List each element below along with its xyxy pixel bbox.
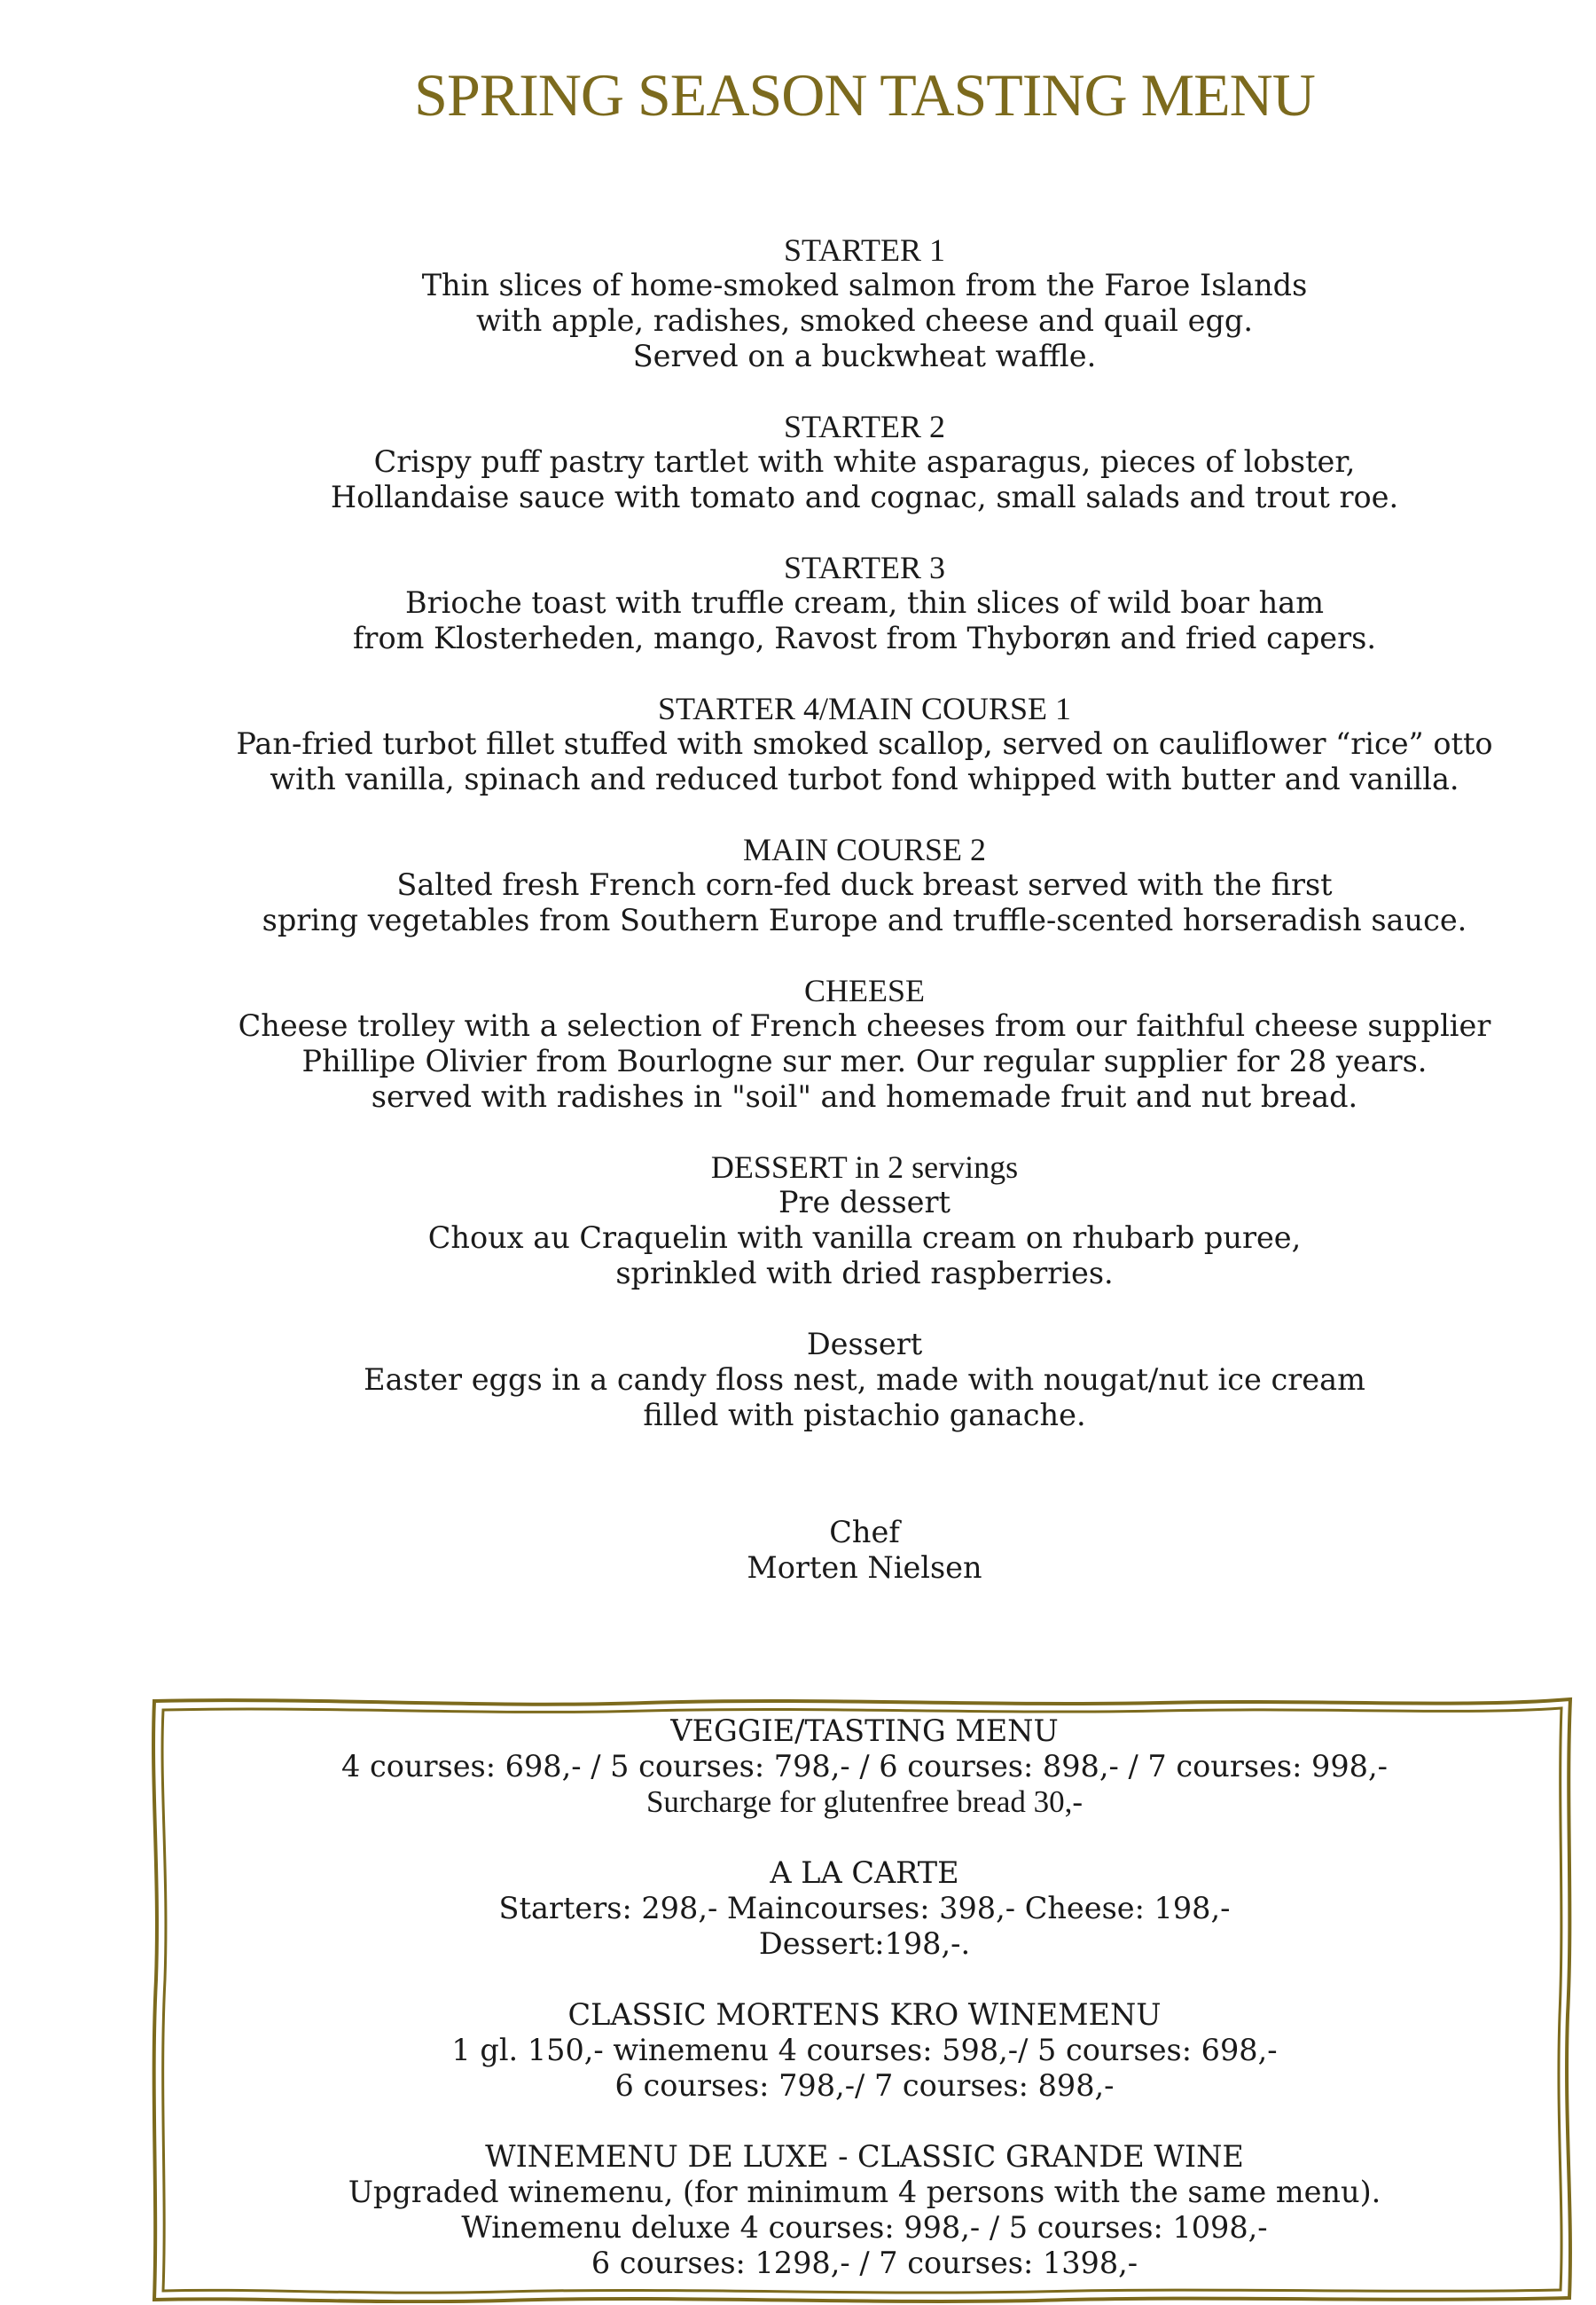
course-line: Salted fresh French corn-fed duck breast served with the first — [396, 867, 1333, 902]
menu-title: SPRING SEASON TASTING MENU — [414, 61, 1315, 129]
course-title: MAIN COURSE 2 — [742, 832, 987, 867]
course-line: Easter eggs in a candy floss nest, made with nougat/nut ice cream — [364, 1362, 1365, 1397]
course-line: filled with pistachio ganache. — [643, 1398, 1086, 1432]
course-dessert — [0, 1149, 1596, 1433]
course-line: Served on a buckwheat waffle. — [632, 339, 1097, 373]
spacer — [160, 1962, 1569, 1997]
course-line: with apple, radishes, smoked cheese and quail egg. — [475, 303, 1254, 338]
deluxe-wine-note: Upgraded winemenu, (for minimum 4 persons with the same menu). — [348, 2175, 1381, 2209]
course-starter-2 — [0, 409, 1596, 515]
course-line: Pan-fried turbot fillet stuffed with smoked scallop, served on cauliflower “rice” otto — [236, 726, 1493, 761]
dessert-subtitle: Dessert — [806, 1327, 923, 1361]
veggie-title: VEGGIE/TASTING MENU — [670, 1713, 1059, 1748]
spacer — [160, 1820, 1569, 1855]
chef-label: Chef — [829, 1515, 900, 1549]
course-line: spring vegetables from Southern Europe and truffle-scented horseradish sauce. — [262, 903, 1467, 937]
course-starter-3 — [0, 550, 1596, 656]
classic-wine-prices-2: 6 courses: 798,-/ 7 courses: 898,- — [614, 2068, 1115, 2103]
course-cheese — [0, 973, 1596, 1115]
deluxe-wine-prices: Winemenu deluxe 4 courses: 998,- / 5 courses: 1098,- — [461, 2210, 1268, 2245]
course-starter-1 — [0, 232, 1596, 374]
course-line: Hollandaise sauce with tomato and cognac, small salads and trout roe. — [330, 480, 1399, 514]
deluxe-wine-prices-2: 6 courses: 1298,- / 7 courses: 1398,- — [591, 2246, 1138, 2280]
course-line: Choux au Craquelin with vanilla cream on rhubarb puree, — [427, 1220, 1302, 1255]
course-main-2 — [0, 832, 1596, 938]
course-title: CHEESE — [803, 973, 925, 1008]
chef-signature — [0, 1515, 1596, 1586]
surcharge-note: Surcharge for glutenfree bread 30,- — [645, 1784, 1084, 1819]
course-title: STARTER 1 — [784, 232, 945, 268]
classic-wine-prices: 1 gl. 150,- winemenu 4 courses: 598,-/ 5 courses: 698,- — [451, 2033, 1278, 2067]
course-starter-4-main-1 — [0, 691, 1596, 797]
course-title: STARTER 4/MAIN COURSE 1 — [658, 691, 1071, 726]
menu-courses — [0, 232, 1596, 1468]
course-line: sprinkled with dried raspberries. — [615, 1256, 1114, 1290]
course-title: DESSERT in 2 servings — [710, 1149, 1019, 1185]
course-line: Brioche toast with truffle cream, thin slices of wild boar ham — [405, 585, 1324, 620]
spacer — [160, 2104, 1569, 2139]
course-line: Crispy puff pastry tartlet with white asparagus, pieces of lobster, — [373, 444, 1356, 479]
alacarte-prices: Starters: 298,- Maincourses: 398,- Cheese: 198,- — [498, 1891, 1231, 1925]
pre-dessert-title: Pre dessert — [778, 1185, 951, 1219]
course-line: with vanilla, spinach and reduced turbot fond whipped with butter and vanilla. — [270, 762, 1459, 796]
course-line: Phillipe Olivier from Bourlogne sur mer. Our regular supplier for 28 years. — [301, 1044, 1428, 1078]
alacarte-title: A LA CARTE — [770, 1855, 959, 1890]
course-line: served with radishes in "soil" and homemade fruit and nut bread. — [371, 1079, 1358, 1114]
alacarte-dessert: Dessert:198,-. — [758, 1926, 971, 1961]
course-line: from Klosterheden, mango, Ravost from Thyborøn and fried capers. — [353, 621, 1376, 655]
chef-name: Morten Nielsen — [747, 1550, 982, 1585]
course-line: Cheese trolley with a selection of French cheeses from our faithful cheese supplier — [238, 1008, 1491, 1043]
course-title: STARTER 2 — [784, 409, 945, 444]
course-line: Thin slices of home-smoked salmon from the Faroe Islands — [421, 268, 1308, 302]
deluxe-wine-title: WINEMENU DE LUXE - CLASSIC GRANDE WINE — [485, 2139, 1244, 2174]
classic-wine-title: CLASSIC MORTENS KRO WINEMENU — [567, 1997, 1162, 2032]
course-title: STARTER 3 — [784, 550, 945, 585]
veggie-prices: 4 courses: 698,- / 5 courses: 798,- / 6 courses: 898,- / 7 courses: 998,- — [341, 1749, 1388, 1784]
price-info — [160, 1713, 1569, 2281]
spacer — [0, 1291, 1596, 1327]
